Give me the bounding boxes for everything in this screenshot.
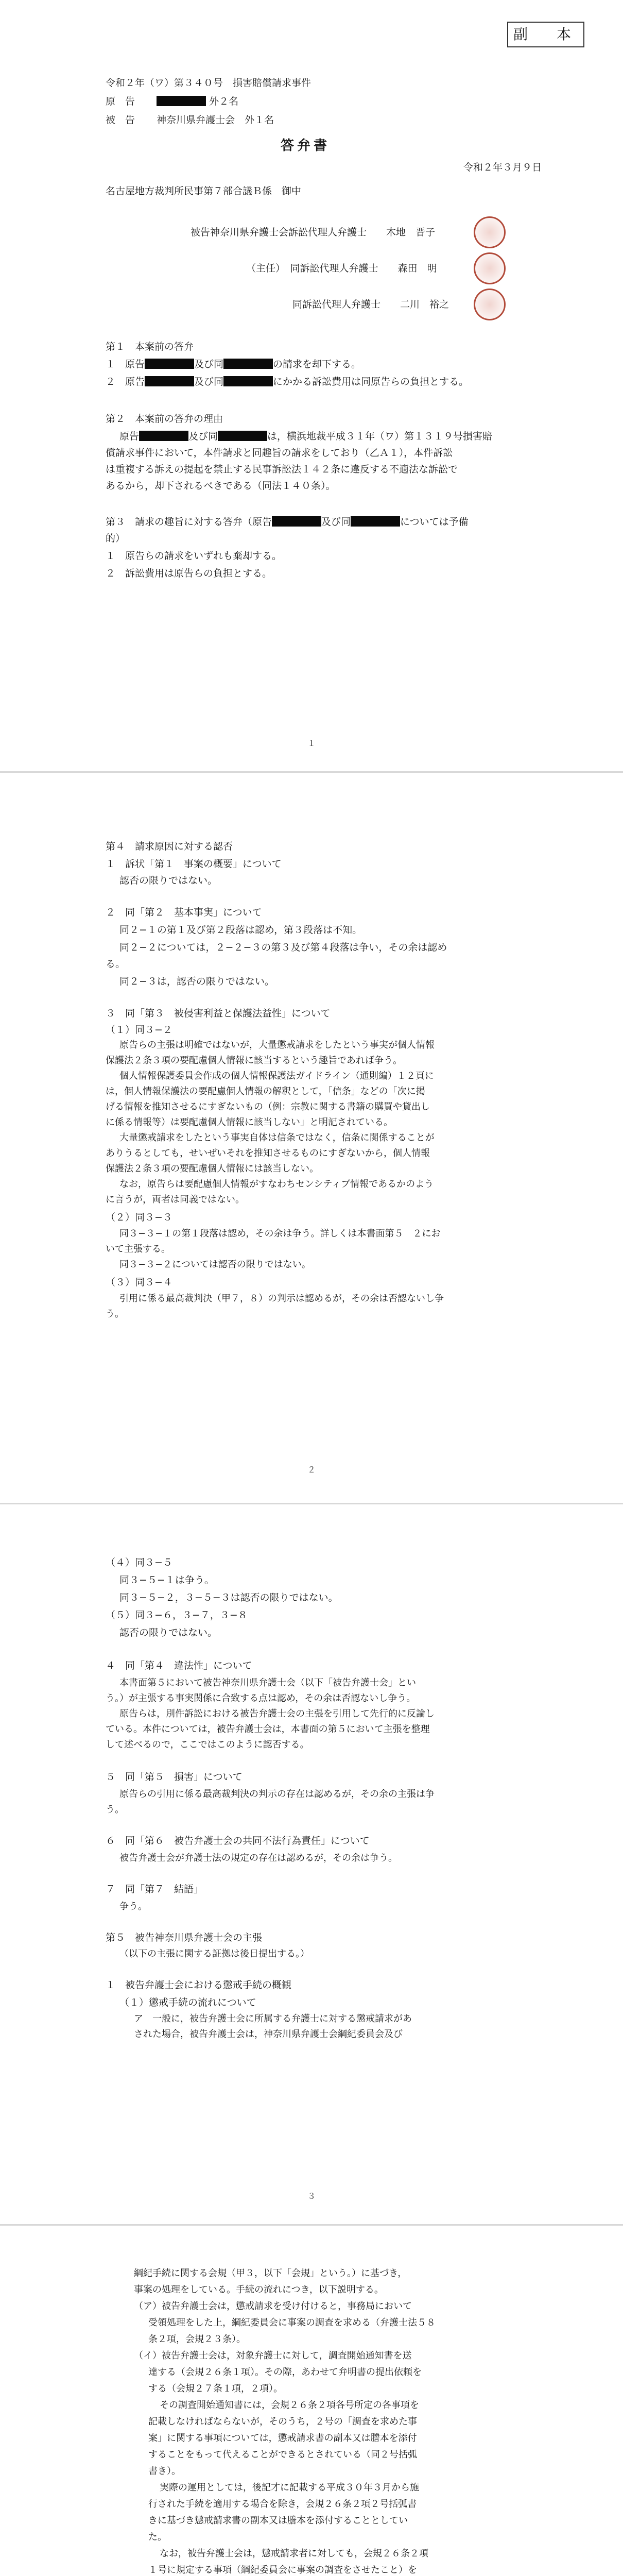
body-line: げる情報を推知させるにすぎないもの（例：宗教に関する書籍の購買や貸出し [106, 1101, 430, 1112]
body-line: う。 [106, 1804, 124, 1815]
body-line: 保護法２条３項の要配慮個人情報には該当しない。 [106, 1163, 319, 1174]
body-line: 保護法２条３項の要配慮個人情報に該当するという趣旨であれば争う。 [106, 1055, 402, 1066]
item-heading: １ 訴状「第１ 事案の概要」について [106, 858, 282, 870]
section-3-item-1: １ 原告らの請求をいずれも棄却する。 [106, 550, 282, 562]
body-line: は，個人情報保護法の要配慮個人情報の解釈として，「信条」などの「次に掲 [106, 1086, 425, 1097]
document-page-1 [0, 0, 623, 773]
attorney-1: 被告神奈川県弁護士会訴訟代理人弁護士 木地 晋子 [191, 227, 436, 238]
body-line: 原告らは，別件訴訟における被告弁護士会の主張を引用して先行的に反論し [119, 1708, 435, 1719]
page-number: ３ [307, 2191, 316, 2201]
body-line: 受領処理をした上，綱紀委員会に事案の調査を求める（弁護士法５８ [148, 2317, 436, 2328]
seal-stamp [474, 216, 506, 248]
plaintiff-suffix: 外２名 [209, 96, 239, 107]
section-3-item-2: ２ 訴訟費用は原告らの負担とする。 [106, 568, 272, 579]
copy-stamp: 副 本 [507, 22, 584, 47]
plaintiff-label: 原 告 [106, 96, 135, 107]
redaction-block [157, 96, 206, 106]
page-number: １ [307, 738, 316, 748]
section-2-para-line: あるから，却下されるべきである（同法１４０条）。 [106, 480, 336, 492]
item-heading: ３ 同「第３ 被侵害利益と保護法益性」について [106, 1008, 331, 1019]
body-line: う。 [106, 1309, 124, 1319]
body-line: することをもって代えることができるとされている（同２号括弧 [148, 2449, 417, 2460]
body-line: に言うが，両者は同義ではない。 [106, 1194, 245, 1205]
body-line: 条２項，会規２３条）。 [148, 2334, 246, 2345]
body-line: なお，被告弁護士会は，懲戒請求者に対しても，会規２６条２項 [160, 2548, 428, 2559]
document-page-2 [0, 773, 623, 1504]
document-title: 答弁書 [281, 138, 331, 154]
section-2-para-line: は重複する訴えの提起を禁止する民事訴訟法１４２条に違反する不適法な訴訟で [106, 464, 458, 475]
body-line: その調査開始通知書には，会規２６条２項各号所定の各事項を [160, 2400, 419, 2411]
body-line: に係る情報等）は要配慮個人情報に該当しない」と明記されている。 [106, 1117, 393, 1128]
body-line: 原告らの引用に係る最高裁判決の判示の存在は認めるが，その余の主張は争 [119, 1789, 435, 1800]
body-line: た。 [148, 2532, 167, 2543]
section-4-heading: 第４ 請求原因に対する認否 [106, 841, 233, 852]
defendant-value: 神奈川県弁護士会 外１名 [157, 114, 274, 126]
body-line: 同２−１の第１及び第２段落は認め，第３段落は不知。 [119, 924, 362, 936]
body-line: 同３−５−２，３−５−３は認否の限りではない。 [119, 1592, 338, 1603]
document-page-3 [0, 1504, 623, 2226]
section-1-item-1: １ 原告 及び同 の請求を却下する。 [106, 359, 361, 370]
redaction-block [145, 376, 194, 386]
item-heading: ４ 同「第４ 違法性」について [106, 1660, 252, 1671]
body-line: する（会規２７条１項，２項）。 [148, 2383, 283, 2394]
body-line: 綱紀手続に関する会規（甲３，以下「会規」という。）に基づき， [134, 2268, 407, 2279]
body-line: 同３−３−２については認否の限りではない。 [119, 1259, 311, 1270]
section-2-para-line: 償請求事件において，本件請求と同趣旨の請求をしており（乙Ａ１），本件訴訟 [106, 447, 453, 459]
sub-heading: （１）懲戒手続の流れについて [119, 1997, 256, 2008]
redaction-block [223, 359, 273, 369]
body-line: 書き）。 [148, 2466, 181, 2477]
body-line: 認否の限りではない。 [119, 1627, 218, 1638]
body-line: １号に規定する事項（綱紀委員会に事案の調査をさせたこと）を [148, 2565, 417, 2575]
case-number: 令和２年（ワ）第３４０号 損害賠償請求事件 [106, 77, 312, 89]
section-2-heading: 第２ 本案前の答弁の理由 [106, 413, 223, 425]
sub-heading: （１）同３−２ [106, 1024, 172, 1036]
body-line: 被告弁護士会が弁護士法の規定の存在は認めるが，その余は争う。 [119, 1853, 397, 1863]
redaction-block [223, 376, 273, 386]
section-1-heading: 第１ 本案前の答弁 [106, 341, 194, 352]
item-heading: ７ 同「第７ 結語」 [106, 1884, 204, 1895]
body-line: 記載しなければならないが，そのうち，２号の「調査を求めた事 [148, 2416, 417, 2427]
body-line: 個人情報保護委員会作成の個人情報保護法ガイドライン（通則編）１２頁に [119, 1071, 434, 1081]
body-line: 達する（会規２６条１項）。その際，あわせて弁明書の提出依頼を [148, 2367, 422, 2378]
section-1-item-2: ２ 原告 及び同 にかかる訴訟費用は同原告らの負担とする。 [106, 376, 469, 387]
body-line: 本書面第５において被告神奈川県弁護士会（以下「被告弁護士会」とい [119, 1677, 416, 1688]
body-line: 認否の限りではない。 [119, 875, 218, 886]
body-line: 大量懲戒請求をしたという事実自体は信条ではなく，信条に関係することが [119, 1132, 435, 1143]
plaintiff-line [106, 95, 238, 108]
redaction-block [145, 359, 194, 369]
body-line: る。 [106, 958, 126, 970]
attorney-2: （主任） 同訴訟代理人弁護士 森田 明 [246, 263, 437, 274]
sub-heading: （４）同３−５ [106, 1557, 172, 1568]
body-line: いて主張する。 [106, 1244, 170, 1255]
body-line: ている。本件については，被告弁護士会は，本書面の第５において主張を整理 [106, 1724, 430, 1735]
body-line: ありうるとしても，せいぜいそれを推知させるものにすぎないから，個人情報 [106, 1148, 430, 1159]
section-5-note: （以下の主張に関する証拠は後日提出する。） [119, 1948, 309, 1959]
body-line: 行された手続を適用する場合を除き，会規２６条２項２号括弧書 [148, 2499, 417, 2510]
body-line: 争う。 [119, 1901, 147, 1912]
body-line: ア 一般に，被告弁護士会に所属する弁護士に対する懲戒請求があ [134, 2013, 412, 2024]
body-line: 事案の処理をしている。手続の流れにつき，以下説明する。 [134, 2284, 384, 2295]
item-heading: ６ 同「第６ 被告弁護士会の共同不法行為責任」について [106, 1835, 370, 1846]
sub-heading: （５）同３−６，３−７，３−８ [106, 1609, 248, 1621]
body-line: して述べるので，ここではこのように認否する。 [106, 1739, 309, 1750]
item-heading: １ 被告弁護士会における懲戒手続の概観 [106, 1979, 292, 1991]
attorney-3: 同訴訟代理人弁護士 二川 裕之 [292, 299, 449, 310]
section-3-heading-cont: 的） [106, 533, 126, 544]
seal-stamp [474, 289, 506, 320]
body-line: きに基づき懲戒請求書の副本又は謄本を添付することとしてい [148, 2515, 408, 2526]
document-page-4 [0, 2226, 623, 2576]
page-number: ２ [307, 1465, 316, 1475]
redaction-block [139, 431, 188, 441]
section-5-heading: 第５ 被告神奈川県弁護士会の主張 [106, 1932, 263, 1943]
sub-heading: （３）同３−４ [106, 1277, 172, 1288]
body-line: 同３−５−１は争う。 [119, 1574, 214, 1586]
section-2-para-line: 原告 及び同 は，横浜地裁平成３１年（ワ）第１３１９号損害賠 [119, 431, 493, 442]
defendant-label: 被 告 [106, 114, 135, 126]
item-heading: ２ 同「第２ 基本事実」について [106, 907, 262, 918]
sub-heading: （２）同３−３ [106, 1212, 172, 1223]
seal-stamp [474, 252, 506, 284]
redaction-block [218, 431, 267, 441]
body-line: 引用に係る最高裁判決（甲７，８）の判示は認めるが，その余は否認ないし争 [119, 1293, 444, 1304]
body-line: なお，原告らは要配慮個人情報がすなわちセンシティブ情報であるかのよう [119, 1179, 434, 1190]
body-line: 同２−２については，２−２−３の第３及び第４段落は争い，その余は認め [119, 942, 447, 953]
item-heading: ５ 同「第５ 損害」について [106, 1771, 243, 1783]
body-line: 同２−３は，認否の限りではない。 [119, 976, 274, 987]
section-3-heading: 第３ 請求の趣旨に対する答弁（原告 及び同 については予備 [106, 516, 469, 528]
redaction-block [351, 516, 400, 527]
body-line: 案」に関する事項については，懲戒請求書の副本又は謄本を添付 [148, 2433, 417, 2444]
body-line: （ア）被告弁護士会は，懲戒請求を受け付けると，事務局において [134, 2301, 412, 2312]
defendant-line [106, 113, 274, 127]
court-addressee: 名古屋地方裁判所民事第７部合議Ｂ係 御中 [106, 185, 302, 197]
document-date: 令和２年３月９日 [463, 162, 542, 173]
body-line: う。）が主張する事実関係に合致する点は認め，その余は否認ないし争う。 [106, 1693, 416, 1704]
body-line: 原告らの主張は明確ではないが，大量懲戒請求をしたという事実が個人情報 [119, 1040, 435, 1050]
body-line: 同３−３−１の第１段落は認め，その余は争う。詳しくは本書面第５ ２にお [119, 1228, 441, 1239]
body-line: された場合，被告弁護士会は，神奈川県弁護士会綱紀委員会及び [134, 2029, 403, 2040]
redaction-block [272, 516, 321, 527]
body-line: 実際の運用としては，後記才に記載する平成３０年３月から施 [160, 2482, 419, 2493]
body-line: （イ）被告弁護士会は，対象弁護士に対して，調査開始通知書を送 [134, 2350, 412, 2361]
